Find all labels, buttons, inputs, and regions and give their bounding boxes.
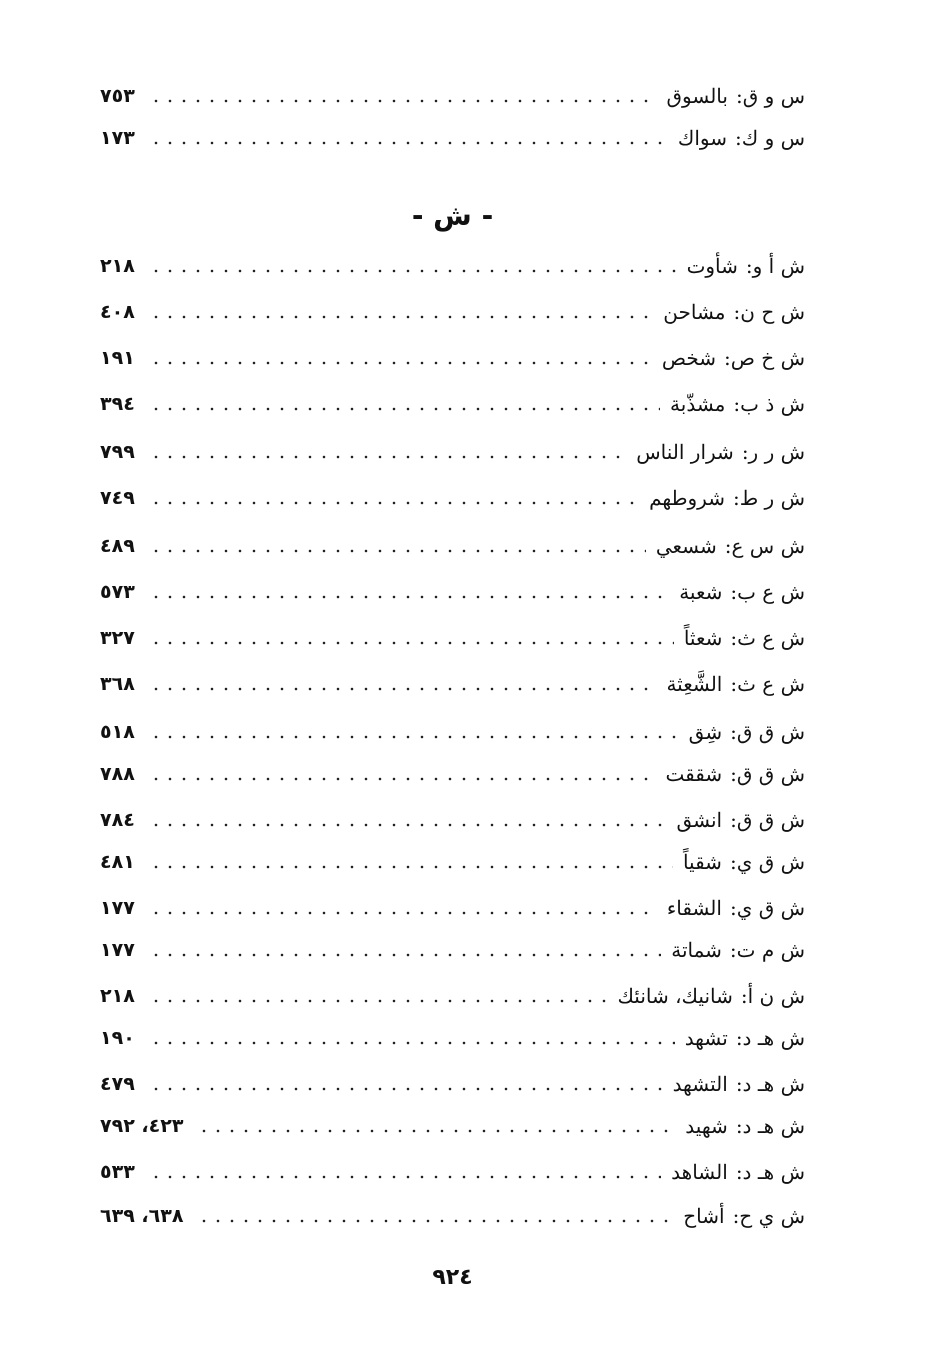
- dot-leader: [197, 1204, 673, 1228]
- entry-word: مشذّبة: [670, 392, 726, 416]
- entry-root: ش هـ د:: [735, 1114, 805, 1138]
- entry-word: شققت: [665, 762, 723, 786]
- index-entry: [100, 664, 805, 704]
- dot-leader: [149, 672, 657, 696]
- index-entry: [100, 246, 805, 286]
- index-entry: [100, 526, 805, 566]
- entry-root: ش ر ر:: [741, 440, 805, 464]
- entry-word: الشَّعِثة: [666, 672, 723, 696]
- index-entry: [100, 338, 805, 378]
- dot-leader: [149, 938, 661, 962]
- entry-root: ش هـ د:: [735, 1026, 805, 1050]
- dot-leader: [149, 896, 657, 920]
- entry-pages: ٣٢٧: [100, 627, 135, 649]
- dot-leader: [149, 346, 652, 370]
- entry-word: سواك: [677, 126, 727, 150]
- entry-pages: ٧٤٩: [100, 487, 135, 509]
- entry-pages: ٤٨٩: [100, 535, 135, 557]
- entry-pages: ٤٧٩: [100, 1073, 135, 1095]
- entry-root: ش ق ق:: [730, 720, 805, 744]
- index-entry: [100, 292, 805, 332]
- dot-leader: [149, 762, 656, 786]
- dot-leader: [149, 84, 657, 108]
- dot-leader: [149, 720, 679, 744]
- entry-pages: ٥٧٣: [100, 581, 135, 603]
- entry-word: الشقاء: [666, 896, 722, 920]
- entry-word: تشهد: [684, 1026, 728, 1050]
- entry-word: انشق: [676, 808, 723, 832]
- entry-root: ش ع ب:: [730, 580, 805, 604]
- dot-leader: [149, 486, 639, 510]
- entry-pages: ١٩١: [100, 347, 135, 369]
- entry-pages: ٤٠٨: [100, 301, 135, 323]
- dot-leader: [149, 1072, 663, 1096]
- entry-pages: ٢١٨: [100, 985, 135, 1007]
- entry-word: شهيد: [685, 1114, 728, 1138]
- entry-word: شأوت: [686, 254, 738, 278]
- entry-pages: ٥٣٣: [100, 1161, 135, 1183]
- dot-leader: [149, 580, 669, 604]
- entry-root: ش ي ح:: [732, 1204, 805, 1228]
- entry-word: التشهد: [672, 1072, 728, 1096]
- entry-pages: ٧٩٩: [100, 441, 135, 463]
- entry-root: ش س ع:: [724, 534, 805, 558]
- entry-word: شخص: [661, 346, 717, 370]
- index-entry: [100, 1196, 805, 1236]
- entry-root: ش ق ي:: [729, 896, 805, 920]
- entry-word: شسعي: [655, 534, 717, 558]
- entry-root: ش أ و:: [745, 254, 805, 278]
- entry-pages: ٤٢٣، ٧٩٢: [100, 1115, 184, 1137]
- entry-root: ش هـ د:: [735, 1160, 805, 1184]
- index-entry: [100, 976, 805, 1016]
- entry-root: ش ق ق:: [730, 762, 805, 786]
- index-entry: [100, 754, 805, 794]
- entry-pages: ١٧٧: [100, 939, 135, 961]
- entry-root: ش ع ث:: [730, 626, 805, 650]
- entry-word: شعثاً: [683, 626, 723, 650]
- entry-pages: ٣٦٨: [100, 673, 135, 695]
- entry-root: ش خ ص:: [724, 346, 805, 370]
- entry-word: شماتة: [671, 938, 722, 962]
- entry-pages: ١٩٠: [100, 1027, 135, 1049]
- index-entry: [100, 478, 805, 518]
- dot-leader: [149, 850, 673, 874]
- dot-leader: [149, 254, 677, 278]
- entry-word: شروطهم: [649, 486, 725, 510]
- entry-root: ش ق ق:: [730, 808, 805, 832]
- index-entry: [100, 800, 805, 840]
- entry-word: شقياً: [682, 850, 722, 874]
- dot-leader: [197, 1114, 675, 1138]
- entry-pages: ٧٨٤: [100, 809, 135, 831]
- entry-root: ش م ت:: [729, 938, 805, 962]
- entry-root: س و ق:: [735, 84, 805, 108]
- index-entry: [100, 842, 805, 882]
- entry-word: أشاح: [683, 1204, 725, 1228]
- dot-leader: [149, 392, 660, 416]
- dot-leader: [149, 626, 674, 650]
- index-entry: [100, 712, 805, 752]
- index-entry: [100, 118, 805, 158]
- entry-root: ش ذ ب:: [733, 392, 805, 416]
- entry-pages: ١٧٣: [100, 127, 135, 149]
- entry-word: شانيك، شانئك: [617, 984, 733, 1008]
- index-entry: [100, 572, 805, 612]
- dot-leader: [149, 300, 653, 324]
- entry-word: شِق: [688, 720, 723, 744]
- entry-root: س و ك:: [734, 126, 805, 150]
- index-entry: [100, 1106, 805, 1146]
- entry-pages: ٦٣٨، ٦٣٩: [100, 1205, 184, 1227]
- index-entry: [100, 888, 805, 928]
- entry-word: الشاهد: [671, 1160, 728, 1184]
- entry-root: ش ر ط:: [732, 486, 805, 510]
- entry-word: شرار الناس: [636, 440, 734, 464]
- dot-leader: [149, 440, 626, 464]
- index-entry: [100, 618, 805, 658]
- entry-pages: ٥١٨: [100, 721, 135, 743]
- page-number: ٩٢٤: [432, 1265, 473, 1290]
- entry-root: ش هـ د:: [735, 1072, 805, 1096]
- dot-leader: [149, 1160, 661, 1184]
- index-entry: [100, 384, 805, 424]
- section-heading: - ش -: [411, 199, 494, 232]
- index-page: [100, 0, 805, 1359]
- entry-pages: ٧٥٣: [100, 85, 135, 107]
- index-entry: [100, 930, 805, 970]
- entry-pages: ٢١٨: [100, 255, 135, 277]
- entry-pages: ١٧٧: [100, 897, 135, 919]
- dot-leader: [149, 984, 608, 1008]
- entry-root: ش ن أ:: [740, 984, 805, 1008]
- entry-root: ش ع ث:: [730, 672, 805, 696]
- entry-word: بالسوق: [666, 84, 728, 108]
- entry-word: مشاحن: [663, 300, 726, 324]
- entry-pages: ٣٩٤: [100, 393, 135, 415]
- dot-leader: [149, 534, 646, 558]
- index-entry: [100, 76, 805, 116]
- index-entry: [100, 1064, 805, 1104]
- dot-leader: [149, 126, 668, 150]
- dot-leader: [149, 1026, 675, 1050]
- dot-leader: [149, 808, 667, 832]
- index-entry: [100, 1152, 805, 1192]
- entry-pages: ٤٨١: [100, 851, 135, 873]
- entry-pages: ٧٨٨: [100, 763, 135, 785]
- index-entry: [100, 1018, 805, 1058]
- entry-root: ش ح ن:: [733, 300, 805, 324]
- index-entry: [100, 432, 805, 472]
- entry-root: ش ق ي:: [729, 850, 805, 874]
- entry-word: شعبة: [679, 580, 723, 604]
